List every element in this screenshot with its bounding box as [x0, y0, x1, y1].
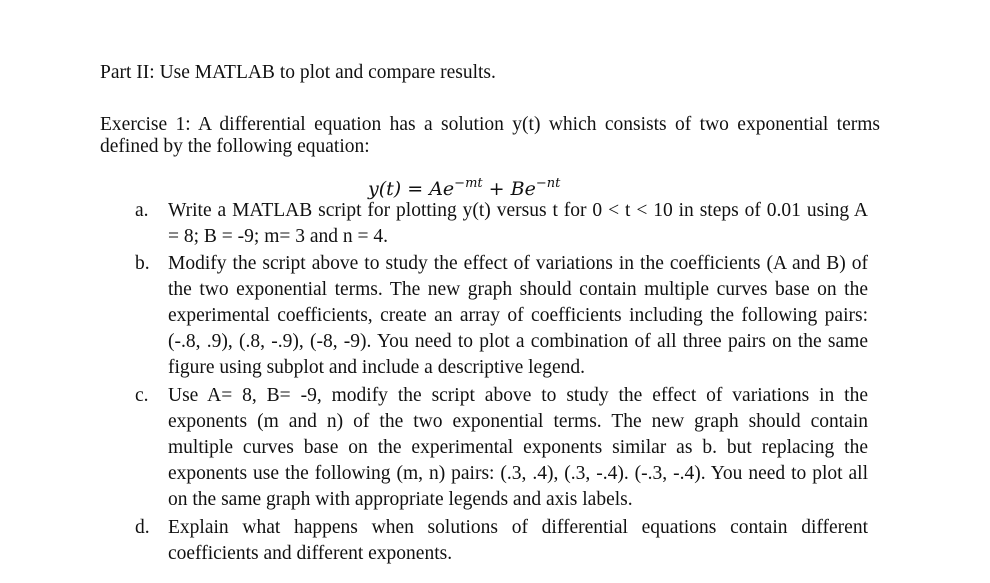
- item-b-line: the two exponential terms. The new graph should contain multiple curves base on the: [168, 279, 868, 300]
- item-c-line: exponents (m and n) of the two exponential terms. The new graph should contain: [168, 411, 868, 432]
- item-d-marker: d.: [135, 517, 150, 538]
- item-c-line: multiple curves base on the experimental exponents similar as b. but replacing the: [168, 437, 868, 458]
- equation-exponent-2: −nt: [535, 176, 561, 191]
- item-c-marker: c.: [135, 385, 149, 406]
- item-b-line: Modify the script above to study the effect of variations in the coefficients (A and B) of: [168, 253, 868, 274]
- item-b-line: (-.8, .9), (.8, -.9), (-8, -9). You need to plot a combination of all three pairs on the same: [168, 331, 868, 352]
- item-c-text: [168, 383, 868, 513]
- exercise-intro-line-2: defined by the following equation:: [100, 136, 370, 157]
- equation-term-a: Ae: [429, 178, 455, 200]
- item-a-line: Write a MATLAB script for plotting y(t) versus t for 0 < t < 10 in steps of 0.01 using A: [168, 200, 868, 221]
- item-c-line: exponents use the following (m, n) pairs: (.3, .4), (.3, -.4). (-.3, -.4). You need to plot all: [168, 463, 868, 484]
- item-d-text: [168, 515, 868, 567]
- item-c-line: Use A= 8, B= -9, modify the script above to study the effect of variations in the: [168, 385, 868, 406]
- part-heading: Part II: Use MATLAB to plot and compare results.: [100, 62, 496, 83]
- equation-plus: +: [482, 178, 511, 200]
- item-d-line: coefficients and different exponents.: [168, 543, 453, 564]
- item-c-line: on the same graph with appropriate legends and axis labels.: [168, 489, 633, 510]
- item-b-line: experimental coefficients, create an array of coefficients including the following pairs:: [168, 305, 868, 326]
- item-b-line: figure using subplot and include a descriptive legend.: [168, 357, 585, 378]
- equation-exponent-1: −mt: [454, 176, 483, 191]
- item-d-line: Explain what happens when solutions of differential equations contain different: [168, 517, 868, 538]
- equation-lhs: y(t) =: [368, 178, 430, 200]
- equation-term-b: Be: [510, 178, 536, 200]
- item-a-text: [168, 198, 868, 250]
- item-b-marker: b.: [135, 253, 150, 274]
- item-a-marker: a.: [135, 200, 149, 221]
- item-a-line: = 8; B = -9; m= 3 and n = 4.: [168, 226, 389, 247]
- item-b-text: [168, 251, 868, 381]
- exercise-intro-line-1: Exercise 1: A differential equation has a solution y(t) which consists of two exponential terms: [100, 114, 880, 135]
